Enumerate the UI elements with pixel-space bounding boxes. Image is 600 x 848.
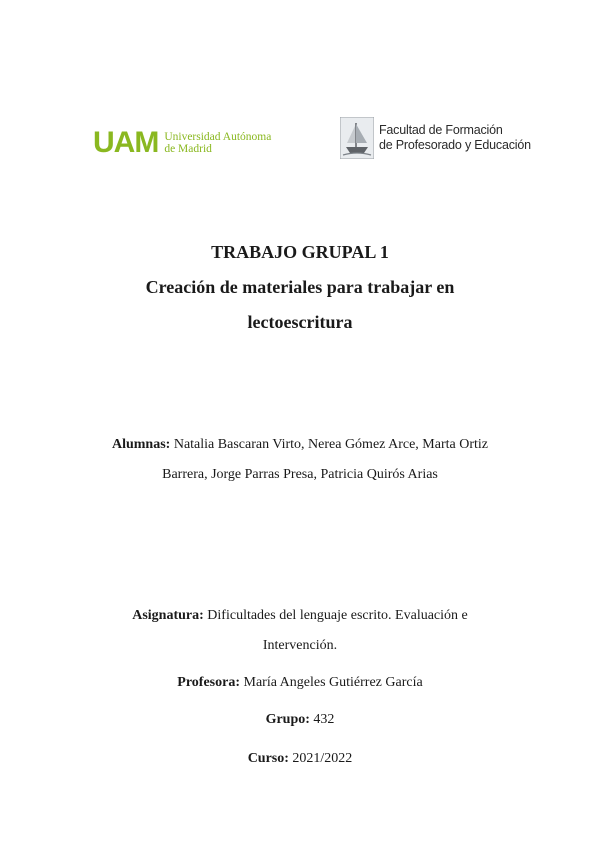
group-label: Grupo: (265, 712, 310, 727)
faculty-logo (340, 117, 531, 159)
teacher-line (0, 675, 600, 691)
subject-label: Asignatura: (132, 608, 204, 623)
subject-line1 (70, 601, 530, 631)
title-line3: lectoescritura (247, 312, 353, 332)
uam-logo-line1: Universidad Autónoma (164, 131, 272, 143)
subject-value-line2: Intervención. (262, 638, 338, 653)
authors-value-line2: Barrera, Jorge Parras Presa, Patricia Quirós Arias (162, 467, 438, 482)
subject-block (70, 601, 530, 661)
authors-line1 (70, 430, 530, 460)
authors-label: Alumnas: (111, 437, 171, 452)
course-value: 2021/2022 (288, 751, 353, 766)
course-line (0, 751, 600, 767)
document-title (0, 235, 600, 340)
teacher-value: María Angeles Gutiérrez García (240, 675, 423, 690)
faculty-logo-line2: de Profesorado y Educación (379, 138, 531, 152)
teacher-label: Profesora: (177, 675, 240, 690)
uam-logo-text (164, 131, 271, 155)
title-line1: TRABAJO GRUPAL 1 (211, 242, 389, 262)
group-value: 432 (309, 712, 335, 727)
authors-block (70, 430, 530, 490)
subject-value-line1: Dificultades del lenguaje escrito. Evaluación e (203, 608, 468, 623)
title-line2: Creación de materiales para trabajar en (145, 277, 455, 297)
faculty-logo-line1: Facultad de Formación (379, 123, 503, 137)
uam-mark-icon (93, 126, 159, 159)
uam-logo-line2: de Madrid (164, 143, 212, 155)
faculty-logo-text (379, 123, 531, 153)
group-line (0, 712, 600, 728)
course-label: Curso: (247, 751, 289, 766)
authors-value-line1: Natalia Bascaran Virto, Nerea Gómez Arce, Marta Ortiz (170, 437, 488, 452)
uam-logo (93, 126, 272, 159)
logo-header (0, 112, 600, 172)
ship-emblem-icon (340, 117, 374, 159)
uam-mark-text: UAM (93, 126, 159, 159)
